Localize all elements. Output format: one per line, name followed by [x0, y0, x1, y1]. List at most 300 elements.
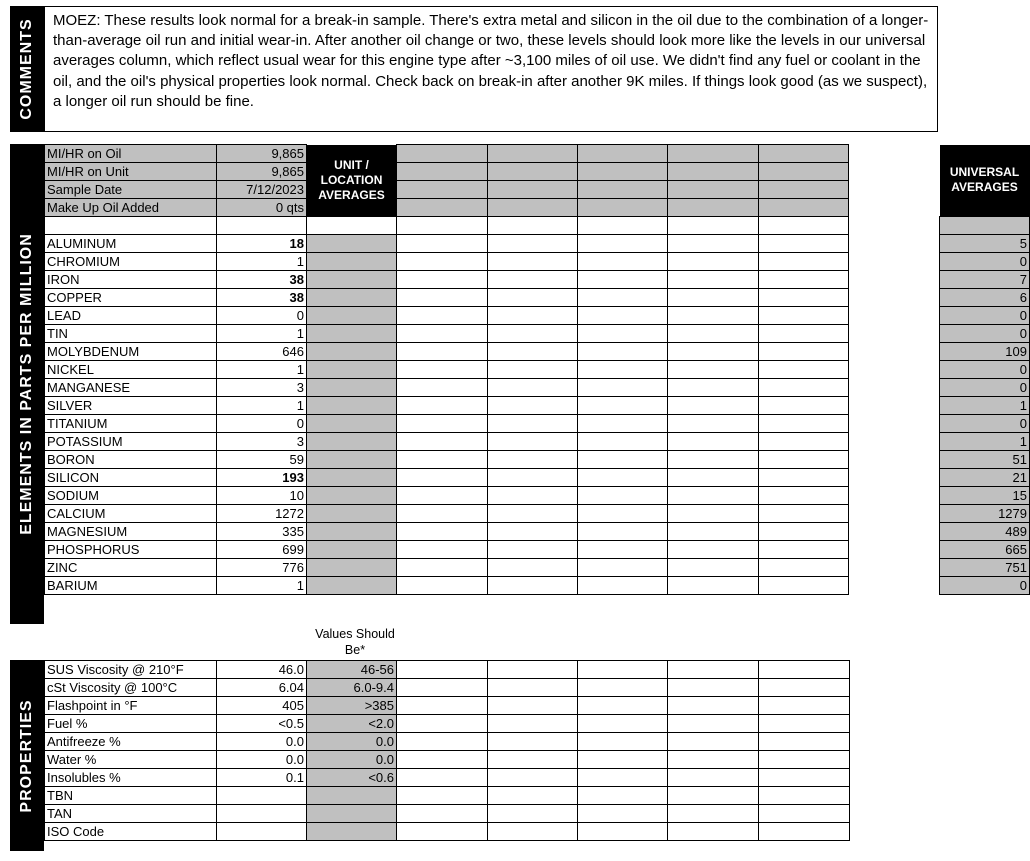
empty-cell: [488, 751, 578, 769]
universal-average-value: 489: [940, 523, 1030, 541]
empty-cell: [759, 343, 849, 361]
empty-cell: [668, 679, 759, 697]
empty-cell: [759, 679, 850, 697]
properties-side-label: [10, 660, 44, 851]
empty-cell: [397, 787, 488, 805]
element-row: [45, 235, 1030, 253]
property-row: [45, 679, 850, 697]
unit-average-cell: [307, 271, 397, 289]
empty-cell: [488, 469, 578, 487]
empty-cell: [488, 505, 578, 523]
empty-cell: [397, 289, 488, 307]
empty-cell: [668, 415, 759, 433]
empty-cell: [668, 559, 759, 577]
unit-average-cell: [307, 577, 397, 595]
property-value: 405: [217, 697, 307, 715]
element-value: 699: [217, 541, 307, 559]
info-value: 0 qts: [217, 199, 307, 217]
empty-cell: [397, 559, 488, 577]
empty-cell: [488, 433, 578, 451]
unit-average-cell: [307, 487, 397, 505]
element-row: [45, 559, 1030, 577]
element-value: 0: [217, 415, 307, 433]
unit-average-cell: [307, 451, 397, 469]
empty-cell: [578, 487, 668, 505]
empty-cell: [759, 415, 849, 433]
empty-cell: [759, 379, 849, 397]
unit-average-cell: [307, 433, 397, 451]
element-value: 38: [217, 289, 307, 307]
element-row: [45, 433, 1030, 451]
empty-cell: [759, 199, 849, 217]
property-row: [45, 823, 850, 841]
empty-cell: [488, 325, 578, 343]
empty-cell: [397, 271, 488, 289]
unit-average-cell: [307, 397, 397, 415]
empty-cell: [397, 751, 488, 769]
empty-cell: [397, 361, 488, 379]
empty-cell: [45, 217, 217, 235]
empty-cell: [668, 523, 759, 541]
empty-cell: [668, 235, 759, 253]
element-name: MOLYBDENUM: [45, 343, 217, 361]
empty-cell: [488, 289, 578, 307]
element-name: SILVER: [45, 397, 217, 415]
unit-average-cell: [307, 379, 397, 397]
universal-average-value: 1279: [940, 505, 1030, 523]
empty-cell: [578, 805, 668, 823]
element-value: 38: [217, 271, 307, 289]
element-name: PHOSPHORUS: [45, 541, 217, 559]
empty-cell: [759, 505, 849, 523]
empty-cell: [578, 253, 668, 271]
property-name: Antifreeze %: [45, 733, 217, 751]
empty-cell: [668, 217, 759, 235]
empty-cell: [759, 361, 849, 379]
element-value: 193: [217, 469, 307, 487]
empty-cell: [488, 361, 578, 379]
empty-cell: [668, 787, 759, 805]
element-value: 3: [217, 379, 307, 397]
universal-average-value: 109: [940, 343, 1030, 361]
element-value: 776: [217, 559, 307, 577]
universal-average-value: 751: [940, 559, 1030, 577]
spacer-cell: [849, 307, 940, 325]
empty-cell: [397, 805, 488, 823]
empty-cell: [397, 697, 488, 715]
empty-cell: [759, 451, 849, 469]
element-value: 0: [217, 307, 307, 325]
unit-average-cell: [307, 469, 397, 487]
empty-cell: [397, 235, 488, 253]
empty-cell: [397, 469, 488, 487]
empty-cell: [668, 145, 759, 163]
universal-average-value: 0: [940, 379, 1030, 397]
empty-cell: [397, 253, 488, 271]
property-should-be: 0.0: [307, 751, 397, 769]
property-should-be: 46-56: [307, 661, 397, 679]
empty-cell: [759, 163, 849, 181]
element-name: ALUMINUM: [45, 235, 217, 253]
empty-cell: [488, 379, 578, 397]
empty-cell: [759, 661, 850, 679]
empty-cell: [668, 805, 759, 823]
empty-cell: [578, 199, 668, 217]
element-row: [45, 415, 1030, 433]
unit-average-cell: [307, 541, 397, 559]
property-row: [45, 715, 850, 733]
element-row: [45, 271, 1030, 289]
empty-cell: [578, 523, 668, 541]
empty-cell: [578, 715, 668, 733]
empty-cell: [759, 181, 849, 199]
empty-cell: [488, 697, 578, 715]
info-label: MI/HR on Oil: [45, 145, 217, 163]
element-row: [45, 361, 1030, 379]
property-should-be: >385: [307, 697, 397, 715]
element-name: ZINC: [45, 559, 217, 577]
empty-cell: [578, 577, 668, 595]
property-row: [45, 751, 850, 769]
empty-cell: [488, 199, 578, 217]
unit-average-cell: [307, 325, 397, 343]
empty-cell: [397, 217, 488, 235]
element-name: TIN: [45, 325, 217, 343]
property-value: 0.1: [217, 769, 307, 787]
property-name: Fuel %: [45, 715, 217, 733]
info-label: Sample Date: [45, 181, 217, 199]
empty-cell: [668, 541, 759, 559]
element-row: [45, 307, 1030, 325]
element-name: COPPER: [45, 289, 217, 307]
unit-average-cell: [307, 235, 397, 253]
empty-cell: [488, 787, 578, 805]
property-name: Flashpoint in °F: [45, 697, 217, 715]
element-value: 3: [217, 433, 307, 451]
element-value: 18: [217, 235, 307, 253]
empty-cell: [578, 505, 668, 523]
empty-cell: [578, 163, 668, 181]
empty-cell: [397, 679, 488, 697]
property-name: TBN: [45, 787, 217, 805]
spacer-cell: [849, 523, 940, 541]
empty-cell: [668, 451, 759, 469]
universal-average-value: 1: [940, 433, 1030, 451]
empty-cell: [397, 541, 488, 559]
property-name: TAN: [45, 805, 217, 823]
empty-cell: [759, 289, 849, 307]
empty-cell: [759, 433, 849, 451]
empty-cell: [578, 217, 668, 235]
properties-label-text: PROPERTIES: [18, 698, 35, 813]
empty-cell: [488, 343, 578, 361]
property-row: [45, 787, 850, 805]
empty-cell: [488, 397, 578, 415]
empty-cell: [488, 487, 578, 505]
empty-cell: [578, 451, 668, 469]
empty-cell: [668, 379, 759, 397]
empty-cell: [488, 415, 578, 433]
empty-cell: [759, 253, 849, 271]
empty-cell: [759, 715, 850, 733]
empty-cell: [578, 469, 668, 487]
empty-cell: [397, 199, 488, 217]
empty-cell: [759, 805, 850, 823]
empty-cell: [578, 751, 668, 769]
spacer-cell: [849, 541, 940, 559]
unit-average-cell: [307, 289, 397, 307]
info-row: [45, 145, 1030, 163]
empty-cell: [397, 343, 488, 361]
empty-cell: [397, 523, 488, 541]
empty-cell: [307, 217, 397, 235]
unit-average-cell: [307, 559, 397, 577]
empty-cell: [668, 505, 759, 523]
universal-average-value: 21: [940, 469, 1030, 487]
element-row: [45, 253, 1030, 271]
spacer-cell: [849, 217, 940, 235]
property-name: Water %: [45, 751, 217, 769]
empty-cell: [488, 577, 578, 595]
spacer-cell: [849, 343, 940, 361]
empty-cell: [578, 397, 668, 415]
universal-average-value: 0: [940, 577, 1030, 595]
property-name: Insolubles %: [45, 769, 217, 787]
empty-cell: [397, 397, 488, 415]
empty-cell: [668, 697, 759, 715]
empty-cell: [488, 715, 578, 733]
empty-cell: [759, 307, 849, 325]
empty-cell: [668, 253, 759, 271]
property-value: [217, 787, 307, 805]
empty-cell: [668, 307, 759, 325]
empty-cell: [488, 661, 578, 679]
empty-cell: [578, 145, 668, 163]
property-value: <0.5: [217, 715, 307, 733]
empty-cell: [578, 289, 668, 307]
empty-cell: [668, 823, 759, 841]
info-value: 9,865: [217, 163, 307, 181]
empty-cell: [578, 433, 668, 451]
element-name: NICKEL: [45, 361, 217, 379]
empty-cell: [397, 433, 488, 451]
element-value: 1272: [217, 505, 307, 523]
element-value: 646: [217, 343, 307, 361]
empty-cell: [488, 235, 578, 253]
empty-cell: [397, 307, 488, 325]
element-row: [45, 523, 1030, 541]
spacer-cell: [849, 397, 940, 415]
element-name: LEAD: [45, 307, 217, 325]
property-should-be: <0.6: [307, 769, 397, 787]
property-should-be: [307, 823, 397, 841]
property-name: cSt Viscosity @ 100°C: [45, 679, 217, 697]
empty-cell: [397, 769, 488, 787]
empty-cell: [668, 469, 759, 487]
empty-cell: [668, 361, 759, 379]
property-value: 46.0: [217, 661, 307, 679]
property-value: 0.0: [217, 751, 307, 769]
empty-cell: [759, 325, 849, 343]
element-row: [45, 487, 1030, 505]
spacer-cell: [849, 361, 940, 379]
empty-cell: [578, 541, 668, 559]
universal-average-value: 665: [940, 541, 1030, 559]
spacer-cell: [849, 451, 940, 469]
empty-cell: [668, 769, 759, 787]
empty-cell: [397, 181, 488, 199]
empty-cell: [578, 343, 668, 361]
empty-cell: [759, 235, 849, 253]
empty-cell: [668, 397, 759, 415]
spacer-cell: [849, 271, 940, 289]
element-name: MAGNESIUM: [45, 523, 217, 541]
empty-cell: [759, 271, 849, 289]
empty-cell: [488, 559, 578, 577]
universal-average-value: 5: [940, 235, 1030, 253]
element-value: 1: [217, 325, 307, 343]
element-name: BARIUM: [45, 577, 217, 595]
property-value: [217, 805, 307, 823]
universal-average-value: 0: [940, 361, 1030, 379]
empty-cell: [488, 679, 578, 697]
empty-cell: [217, 217, 307, 235]
element-name: TITANIUM: [45, 415, 217, 433]
empty-cell: [759, 559, 849, 577]
element-value: 1: [217, 361, 307, 379]
empty-cell: [397, 325, 488, 343]
comments-side-label: [10, 6, 44, 132]
values-should-be-text: Values Should Be*: [315, 627, 395, 657]
empty-cell: [488, 163, 578, 181]
empty-cell: [578, 661, 668, 679]
property-row: [45, 697, 850, 715]
property-value: [217, 823, 307, 841]
empty-cell: [488, 451, 578, 469]
empty-cell: [488, 733, 578, 751]
element-value: 335: [217, 523, 307, 541]
property-value: 6.04: [217, 679, 307, 697]
empty-cell: [668, 577, 759, 595]
comments-text: MOEZ: These results look normal for a break-in sample. There's extra metal and silicon in the oil due to the combination of a longer-than-average oil run and initial wear-in. After another oil change or two, these levels should look more like the levels in our universal averages column, which reflect usual wear for this engine type after ~3,100 miles of oil use. We didn't find any fuel or coolant in the oil, and the oil's physical properties look normal. Check back on break-in after another 9K miles. If things look good (as we suspect), a longer oil run should be fine.: [53, 12, 929, 110]
element-name: IRON: [45, 271, 217, 289]
element-row: [45, 505, 1030, 523]
comments-label-text: COMMENTS: [18, 18, 35, 120]
empty-cell: [488, 271, 578, 289]
element-row: [45, 379, 1030, 397]
spacer-cell: [849, 235, 940, 253]
empty-cell: [578, 379, 668, 397]
empty-cell: [397, 379, 488, 397]
empty-cell: [759, 541, 849, 559]
info-label: Make Up Oil Added: [45, 199, 217, 217]
empty-cell: [940, 217, 1030, 235]
empty-cell: [759, 469, 849, 487]
empty-cell: [488, 823, 578, 841]
spacer-cell: [849, 253, 940, 271]
empty-cell: [668, 271, 759, 289]
empty-cell: [759, 751, 850, 769]
empty-cell: [397, 145, 488, 163]
property-row: [45, 769, 850, 787]
property-should-be: [307, 805, 397, 823]
empty-cell: [759, 397, 849, 415]
universal-average-value: 6: [940, 289, 1030, 307]
empty-cell: [668, 289, 759, 307]
comments-box: [44, 6, 938, 132]
empty-cell: [397, 451, 488, 469]
empty-cell: [668, 661, 759, 679]
empty-cell: [488, 769, 578, 787]
spacer-cell: [849, 415, 940, 433]
empty-cell: [488, 253, 578, 271]
empty-cell: [488, 181, 578, 199]
element-value: 1: [217, 253, 307, 271]
spacer-cell: [849, 325, 940, 343]
spacer-cell: [849, 145, 940, 217]
property-row: [45, 805, 850, 823]
empty-cell: [668, 433, 759, 451]
empty-cell: [578, 325, 668, 343]
empty-cell: [578, 181, 668, 199]
unit-average-cell: [307, 523, 397, 541]
empty-cell: [578, 415, 668, 433]
empty-cell: [397, 733, 488, 751]
property-should-be: 6.0-9.4: [307, 679, 397, 697]
empty-cell: [488, 217, 578, 235]
unit-location-averages-header: UNIT / LOCATION AVERAGES: [307, 145, 397, 217]
element-name: MANGANESE: [45, 379, 217, 397]
element-name: SODIUM: [45, 487, 217, 505]
empty-cell: [397, 163, 488, 181]
empty-cell: [759, 787, 850, 805]
spacer-cell: [849, 433, 940, 451]
property-name: ISO Code: [45, 823, 217, 841]
empty-cell: [397, 487, 488, 505]
element-value: 1: [217, 397, 307, 415]
element-name: SILICON: [45, 469, 217, 487]
spacer-cell: [849, 289, 940, 307]
empty-cell: [668, 181, 759, 199]
empty-cell: [578, 235, 668, 253]
elements-label-text: ELEMENTS IN PARTS PER MILLION: [18, 233, 35, 535]
unit-average-cell: [307, 415, 397, 433]
empty-cell: [668, 751, 759, 769]
universal-average-value: 0: [940, 325, 1030, 343]
spacer-cell: [849, 577, 940, 595]
empty-cell: [578, 361, 668, 379]
empty-cell: [759, 523, 849, 541]
unit-average-cell: [307, 253, 397, 271]
empty-cell: [578, 271, 668, 289]
element-row: [45, 451, 1030, 469]
empty-cell: [578, 559, 668, 577]
empty-cell: [668, 487, 759, 505]
element-row: [45, 577, 1030, 595]
empty-cell: [578, 787, 668, 805]
empty-cell: [668, 199, 759, 217]
empty-cell: [759, 769, 850, 787]
info-label: MI/HR on Unit: [45, 163, 217, 181]
universal-average-value: 51: [940, 451, 1030, 469]
empty-cell: [397, 415, 488, 433]
properties-table: [44, 660, 850, 841]
empty-cell: [397, 823, 488, 841]
element-name: CHROMIUM: [45, 253, 217, 271]
universal-average-value: 0: [940, 307, 1030, 325]
empty-cell: [578, 307, 668, 325]
universal-averages-header: UNIVERSAL AVERAGES: [940, 145, 1030, 217]
